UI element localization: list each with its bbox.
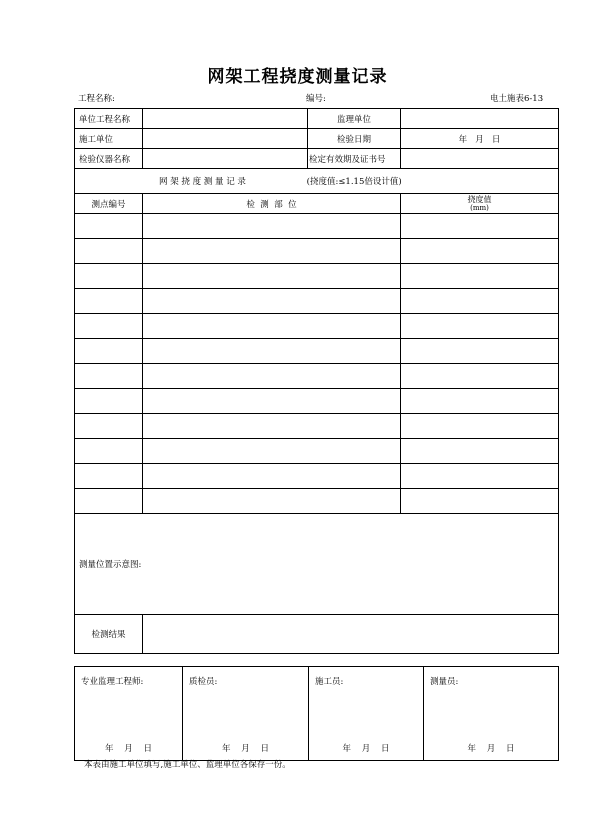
point-no-cell[interactable] xyxy=(75,214,143,239)
point-no-cell[interactable] xyxy=(75,264,143,289)
table-row xyxy=(75,314,559,339)
table-row xyxy=(75,364,559,389)
supervision-unit-label: 监理单位 xyxy=(308,109,401,129)
unit-project-field[interactable] xyxy=(143,109,308,129)
table-row xyxy=(75,489,559,514)
location-cell[interactable] xyxy=(143,289,401,314)
signature-constructor[interactable] xyxy=(309,667,424,761)
signature-quality-inspector[interactable] xyxy=(183,667,309,761)
point-no-cell[interactable] xyxy=(75,364,143,389)
deflection-cell[interactable] xyxy=(401,489,559,514)
location-cell[interactable] xyxy=(143,489,401,514)
deflection-cell[interactable] xyxy=(401,264,559,289)
page-title: 网架工程挠度测量记录 xyxy=(207,67,388,87)
location-cell[interactable] xyxy=(143,239,401,264)
deflection-cell[interactable] xyxy=(401,364,559,389)
deflection-cell[interactable] xyxy=(401,439,559,464)
table-row xyxy=(75,289,559,314)
location-cell[interactable] xyxy=(143,314,401,339)
location-cell[interactable] xyxy=(143,339,401,364)
footer-note: 本表由施工单位填写,施工单位、监理单位各保存一份。 xyxy=(84,760,291,770)
table-row xyxy=(75,214,559,239)
signature-label: 质检员: xyxy=(189,677,218,687)
location-cell[interactable] xyxy=(143,264,401,289)
point-no-cell[interactable] xyxy=(75,439,143,464)
point-no-cell[interactable] xyxy=(75,489,143,514)
signature-label: 专业监理工程师: xyxy=(81,677,144,687)
deflection-cell[interactable] xyxy=(401,464,559,489)
instrument-field[interactable] xyxy=(143,149,308,169)
signature-surveyor[interactable] xyxy=(424,667,559,761)
deflection-cell[interactable] xyxy=(401,339,559,364)
signature-date: 年 月 日 xyxy=(222,744,269,754)
table-row xyxy=(75,414,559,439)
construction-unit-label: 施工单位 xyxy=(75,129,143,149)
deflection-cell[interactable] xyxy=(401,289,559,314)
signature-table xyxy=(74,666,559,761)
deflection-header xyxy=(401,194,559,214)
deflection-cell[interactable] xyxy=(401,314,559,339)
point-no-cell[interactable] xyxy=(75,414,143,439)
point-no-cell[interactable] xyxy=(75,389,143,414)
result-field[interactable] xyxy=(143,615,559,654)
form-code: 电土施表6-13 xyxy=(490,94,544,104)
inspection-date-field[interactable]: 年 月 日 xyxy=(401,129,559,149)
table-row xyxy=(75,389,559,414)
table-row xyxy=(75,339,559,364)
location-header: 检 测 部 位 xyxy=(143,194,401,214)
table-row xyxy=(75,464,559,489)
supervision-unit-field[interactable] xyxy=(401,109,559,129)
point-no-cell[interactable] xyxy=(75,239,143,264)
point-no-cell[interactable] xyxy=(75,464,143,489)
deflection-cell[interactable] xyxy=(401,239,559,264)
inspection-date-label: 检验日期 xyxy=(308,129,401,149)
validity-label: 检定有效期及证书号 xyxy=(308,149,401,169)
diagram-label: 测量位置示意图: xyxy=(79,560,142,570)
point-no-header: 测点编号 xyxy=(75,194,143,214)
section-caption-left: 网 架 挠 度 测 量 记 录 xyxy=(159,177,246,187)
location-cell[interactable] xyxy=(143,439,401,464)
point-no-cell[interactable] xyxy=(75,289,143,314)
deflection-header-unit: (mm) xyxy=(470,203,489,212)
number-label: 编号: xyxy=(306,94,326,104)
deflection-cell[interactable] xyxy=(401,414,559,439)
table-row xyxy=(75,264,559,289)
deflection-cell[interactable] xyxy=(401,214,559,239)
result-label: 检测结果 xyxy=(75,615,143,654)
location-cell[interactable] xyxy=(143,214,401,239)
signature-date: 年 月 日 xyxy=(105,744,152,754)
signature-label: 测量员: xyxy=(430,677,459,687)
project-name-label: 工程名称: xyxy=(78,94,115,104)
deflection-header-label: 挠度值 xyxy=(467,194,492,204)
location-cell[interactable] xyxy=(143,464,401,489)
deflection-cell[interactable] xyxy=(401,389,559,414)
location-cell[interactable] xyxy=(143,414,401,439)
point-no-cell[interactable] xyxy=(75,314,143,339)
construction-unit-field[interactable] xyxy=(143,129,308,149)
unit-project-label: 单位工程名称 xyxy=(75,109,143,129)
signature-label: 施工员: xyxy=(315,677,344,687)
diagram-area[interactable] xyxy=(75,514,559,615)
section-caption-right: (挠度值:≤1.15倍设计值) xyxy=(306,177,402,187)
validity-field[interactable] xyxy=(401,149,559,169)
record-table xyxy=(74,108,559,654)
signature-date: 年 月 日 xyxy=(342,744,390,754)
location-cell[interactable] xyxy=(143,389,401,414)
point-no-cell[interactable] xyxy=(75,339,143,364)
table-row xyxy=(75,239,559,264)
signature-supervisor[interactable] xyxy=(75,667,183,761)
measurement-rows xyxy=(75,214,559,514)
location-cell[interactable] xyxy=(143,364,401,389)
section-caption xyxy=(75,169,559,194)
signature-date: 年 月 日 xyxy=(467,744,515,754)
table-row xyxy=(75,439,559,464)
instrument-label: 检验仪器名称 xyxy=(75,149,143,169)
